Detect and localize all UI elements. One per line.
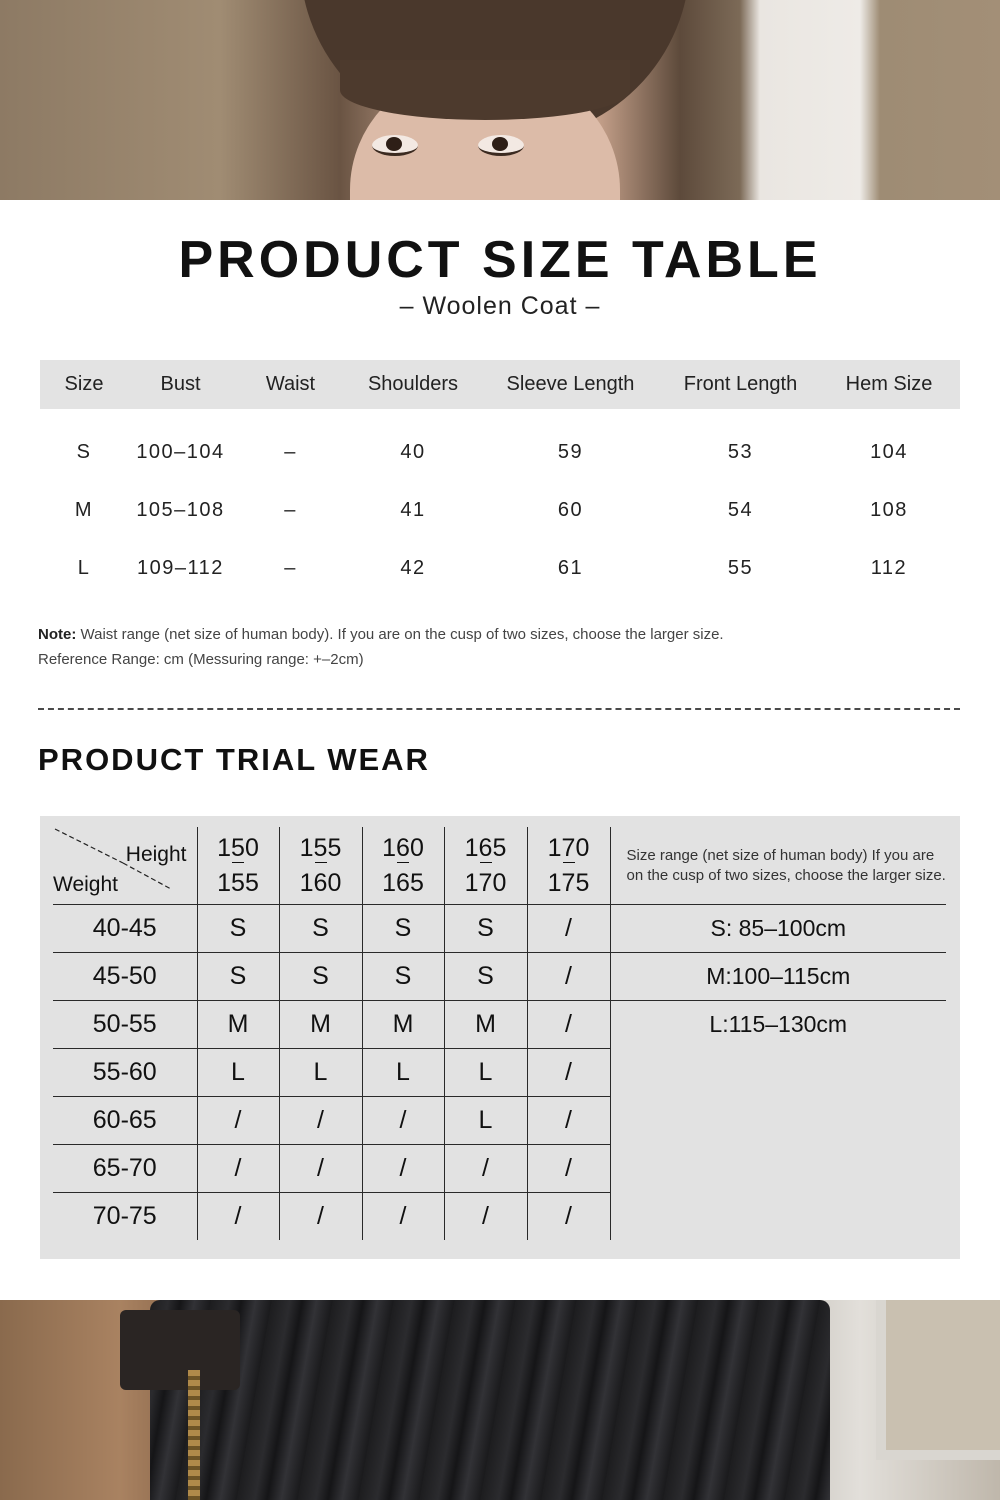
front-length-cell: 53 (727, 440, 754, 463)
size-cell: M (74, 498, 94, 521)
trial-row (53, 1097, 946, 1145)
model-left-eye (372, 135, 418, 156)
height-header-165 (444, 827, 527, 905)
shoulders-cell: 40 (400, 440, 426, 463)
size-cell: S (362, 905, 444, 953)
size-cell: / (279, 1097, 362, 1145)
window-frame (876, 1300, 1000, 1460)
column-header-sleeve-length: Sleeve Length (478, 360, 663, 409)
column-header-size: Size (40, 360, 128, 409)
weight-cell: 40-45 (53, 905, 197, 953)
weight-cell: 65-70 (53, 1145, 197, 1193)
note-label: Note: (38, 626, 77, 643)
sleeve-length-cell: 59 (557, 440, 584, 463)
size-cell: / (279, 1193, 362, 1241)
height-top: 165 (464, 834, 507, 862)
bust-cell: 100–104 (136, 440, 225, 463)
size-range-note: Size range (net size of human body) If you are on the cusp of two sizes, choose the larger size. (610, 827, 946, 905)
column-header-shoulders: Shoulders (348, 360, 478, 409)
sleeve-length-cell: 61 (557, 556, 584, 579)
model-photo-bottom (0, 1300, 1000, 1500)
size-cell: M (279, 1001, 362, 1049)
waist-cell: – (284, 440, 297, 463)
size-cell: S (362, 953, 444, 1001)
hem-size-cell: 108 (870, 498, 908, 521)
trial-header-row (53, 827, 946, 905)
trial-row (53, 1001, 946, 1049)
size-cell: M (362, 1001, 444, 1049)
height-top: 155 (299, 834, 342, 862)
size-cell: S (279, 953, 362, 1001)
size-cell: S (76, 440, 92, 463)
dashed-divider (38, 708, 960, 710)
height-top: 150 (217, 834, 259, 862)
height-header-150 (197, 827, 279, 905)
column-header-front-length: Front Length (663, 360, 818, 409)
trial-wear-panel (40, 816, 960, 1259)
size-cell: / (527, 953, 610, 1001)
size-cell: / (527, 905, 610, 953)
size-cell: S (197, 905, 279, 953)
trial-wear-table (53, 827, 946, 1240)
front-length-cell: 55 (727, 556, 754, 579)
range-s: S: 85–100cm (610, 905, 946, 953)
size-cell: / (362, 1145, 444, 1193)
size-cell: L (444, 1049, 527, 1097)
table-row (40, 539, 960, 597)
empty-range-cell (610, 1049, 946, 1097)
size-cell: / (527, 1049, 610, 1097)
size-table (40, 360, 960, 597)
height-header-170 (527, 827, 610, 905)
empty-range-cell (610, 1097, 946, 1145)
bust-cell: 109–112 (137, 556, 224, 579)
size-cell: / (444, 1145, 527, 1193)
size-cell: / (279, 1145, 362, 1193)
size-cell: / (527, 1145, 610, 1193)
empty-range-cell (610, 1145, 946, 1193)
size-cell: / (197, 1097, 279, 1145)
size-cell: / (527, 1193, 610, 1241)
column-header-waist: Waist (233, 360, 348, 409)
weight-cell: 45-50 (53, 953, 197, 1001)
size-cell: / (362, 1193, 444, 1241)
size-cell: M (444, 1001, 527, 1049)
model-photo-top (0, 0, 1000, 200)
table-row (40, 409, 960, 481)
size-cell: / (527, 1001, 610, 1049)
size-cell: L (362, 1049, 444, 1097)
size-table-header-row (40, 360, 960, 409)
height-header-160 (362, 827, 444, 905)
pleated-skirt (150, 1300, 830, 1500)
shoulders-cell: 41 (400, 498, 426, 521)
height-top: 160 (382, 834, 424, 862)
hem-size-cell: 112 (870, 556, 908, 579)
model-fringe (340, 60, 630, 120)
column-header-bust: Bust (128, 360, 233, 409)
size-cell: L (77, 556, 91, 579)
size-cell: / (197, 1193, 279, 1241)
size-note (38, 622, 724, 672)
size-cell: M (197, 1001, 279, 1049)
model-right-eye (478, 135, 524, 156)
height-weight-corner (53, 827, 197, 905)
column-header-hem-size: Hem Size (818, 360, 960, 409)
weight-cell: 70-75 (53, 1193, 197, 1241)
handbag (120, 1310, 240, 1390)
height-bottom: 160 (299, 869, 342, 897)
reference-range: Reference Range: cm (Messuring range: +–2cm) (38, 651, 364, 668)
hem-size-cell: 104 (870, 440, 908, 463)
size-cell: S (444, 905, 527, 953)
weight-cell: 60-65 (53, 1097, 197, 1145)
height-bottom: 170 (464, 869, 507, 897)
height-top: 170 (547, 834, 590, 862)
size-cell: S (197, 953, 279, 1001)
size-table-subtitle: – Woolen Coat – (399, 292, 601, 320)
waist-cell: – (284, 498, 297, 521)
size-cell: L (279, 1049, 362, 1097)
trial-row (53, 905, 946, 953)
size-cell: S (279, 905, 362, 953)
table-row (40, 481, 960, 539)
height-header-155 (279, 827, 362, 905)
trial-wear-title: PRODUCT TRIAL WEAR (38, 742, 430, 777)
trial-row (53, 1145, 946, 1193)
note-text: Waist range (net size of human body). If you are on the cusp of two sizes, choose the larger size. (76, 626, 724, 643)
sleeve-length-cell: 60 (557, 498, 584, 521)
weight-label: Weight (53, 873, 118, 896)
bust-cell: 105–108 (136, 498, 225, 521)
height-label: Height (125, 843, 187, 866)
shoulders-cell: 42 (400, 556, 426, 579)
weight-cell: 55-60 (53, 1049, 197, 1097)
size-cell: / (527, 1097, 610, 1145)
size-cell: S (444, 953, 527, 1001)
size-table-title: PRODUCT SIZE TABLE (178, 231, 822, 289)
height-bottom: 165 (382, 869, 424, 897)
trial-row (53, 1049, 946, 1097)
range-l: L:115–130cm (709, 1011, 848, 1038)
height-bottom: 175 (547, 869, 590, 897)
size-cell: / (197, 1145, 279, 1193)
height-bottom: 155 (217, 869, 259, 897)
size-cell: / (444, 1193, 527, 1241)
size-cell: L (197, 1049, 279, 1097)
empty-range-cell (610, 1193, 946, 1241)
size-cell: L (444, 1097, 527, 1145)
range-m: M:100–115cm (610, 953, 946, 1001)
front-length-cell: 54 (727, 498, 754, 521)
size-cell: / (362, 1097, 444, 1145)
waist-cell: – (284, 556, 297, 579)
bag-chain (188, 1370, 200, 1500)
weight-cell: 50-55 (53, 1001, 197, 1049)
trial-row (53, 953, 946, 1001)
trial-row (53, 1193, 946, 1241)
